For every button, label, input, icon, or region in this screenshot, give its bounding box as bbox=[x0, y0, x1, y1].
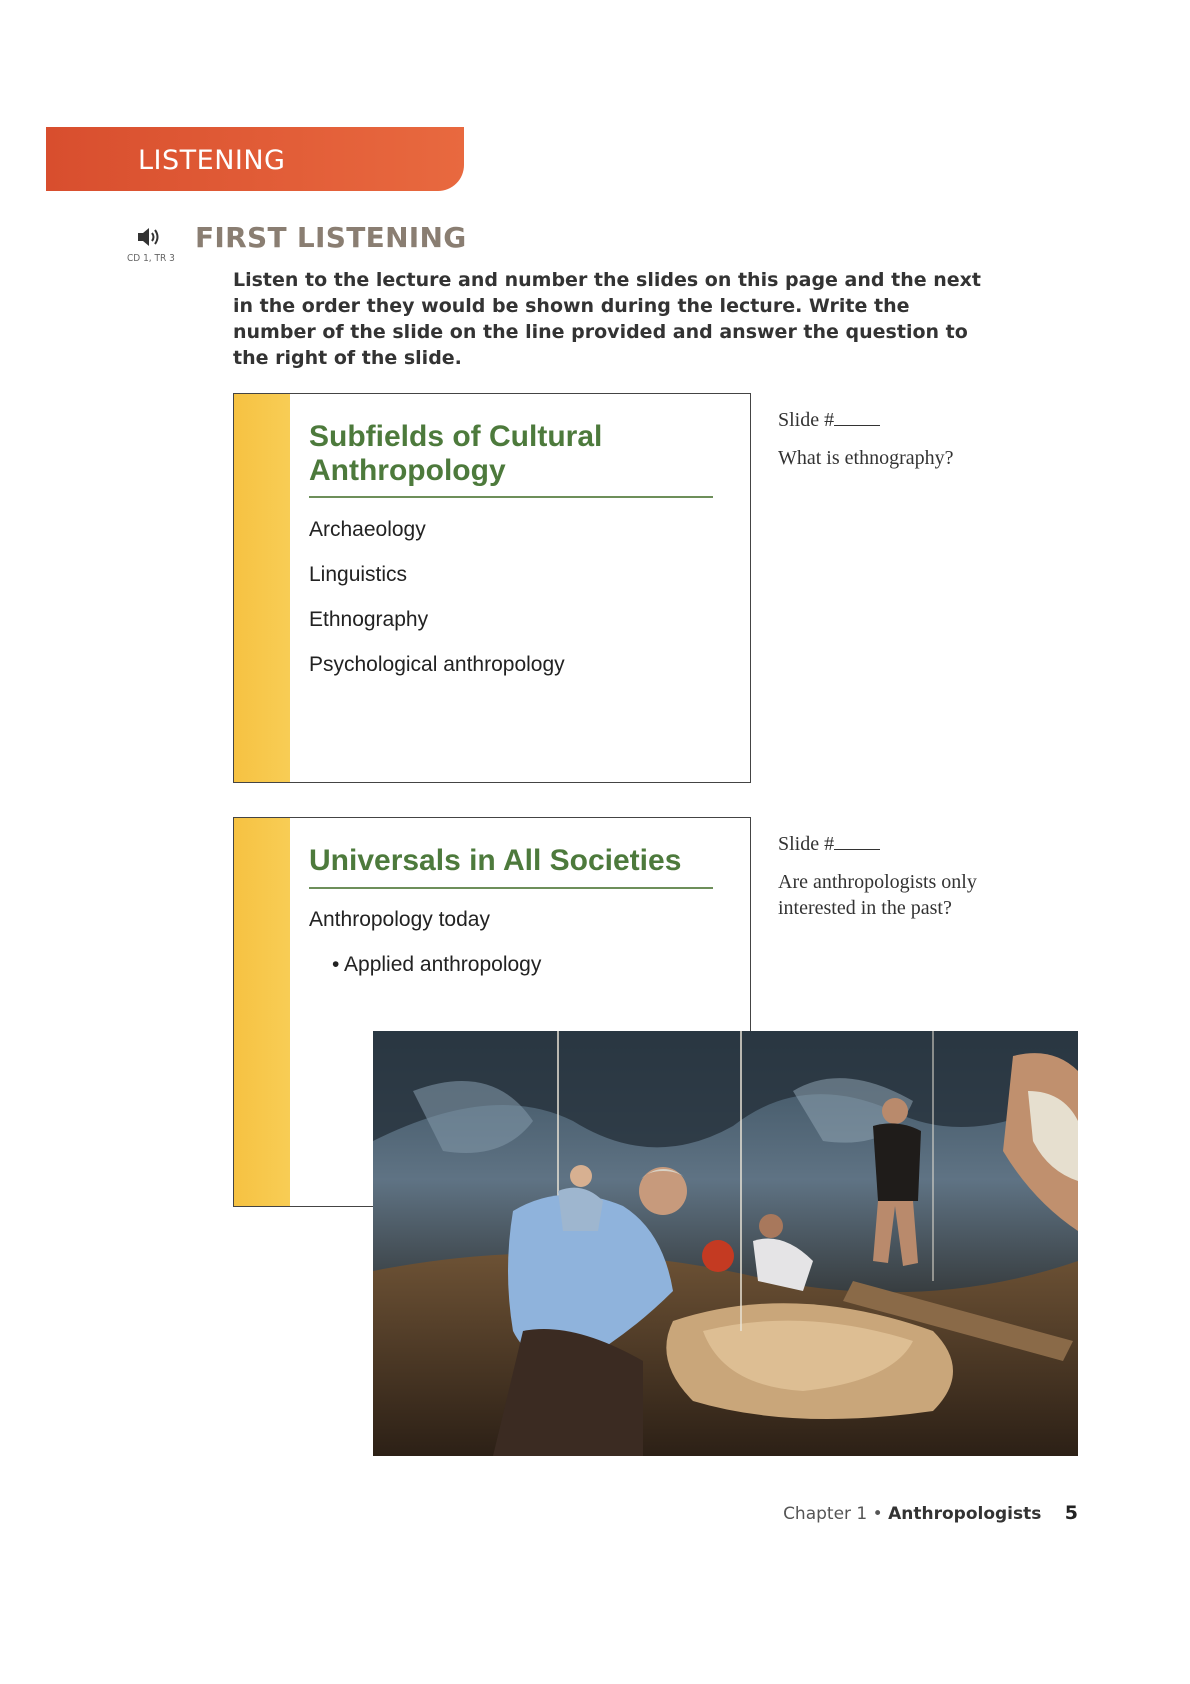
slide-number-blank[interactable] bbox=[834, 835, 880, 850]
slide-title-rule bbox=[309, 496, 713, 498]
page-number: 5 bbox=[1064, 1502, 1078, 1524]
footer-chapter: Chapter 1 bbox=[783, 1504, 868, 1524]
slide-bullet: Anthropology today bbox=[309, 908, 490, 931]
section-banner bbox=[46, 127, 464, 191]
speaker-icon bbox=[137, 226, 163, 248]
excavation-photo bbox=[373, 1031, 1078, 1456]
page-footer bbox=[783, 1502, 1078, 1524]
slide-accent-bar bbox=[234, 818, 290, 1206]
audio-track-label: CD 1, TR 3 bbox=[127, 253, 175, 264]
slide-sub-bullet-text: Applied anthropology bbox=[344, 953, 542, 976]
instructions-text: Listen to the lecture and number the slides on this page and the next in the order they would be shown during the lecture. Write the number of the slide on the line provided and answer the question to the right of the slide. bbox=[233, 269, 981, 369]
slide-number-line[interactable] bbox=[778, 407, 954, 433]
slide-question-line: interested in the past? bbox=[778, 897, 952, 919]
slide-question: What is ethnography? bbox=[778, 447, 954, 469]
slide-number-line[interactable] bbox=[778, 831, 977, 857]
slide-sub-bullet bbox=[332, 953, 541, 977]
slide-number-label: Slide # bbox=[778, 409, 835, 431]
excavation-photo-illustration bbox=[373, 1031, 1078, 1456]
slide-bullet: Ethnography bbox=[309, 608, 429, 631]
footer-chapter-title: Anthropologists bbox=[888, 1504, 1042, 1524]
slide-number-label: Slide # bbox=[778, 833, 835, 855]
slide-title-rule bbox=[309, 887, 713, 889]
slide-1-answer-area bbox=[778, 407, 954, 471]
slide-card-1 bbox=[233, 393, 751, 783]
section-title: FIRST LISTENING bbox=[195, 221, 467, 254]
slide-2-answer-area bbox=[778, 831, 977, 921]
slide-title bbox=[309, 420, 602, 488]
slide-title: Universals in All Societies bbox=[309, 844, 682, 877]
bullet-dot-icon: • bbox=[332, 953, 345, 976]
slide-bullet: Archaeology bbox=[309, 518, 426, 541]
slide-question bbox=[778, 869, 977, 921]
slide-title-line: Anthropology bbox=[309, 454, 506, 487]
slide-bullet: Linguistics bbox=[309, 563, 408, 586]
footer-separator: • bbox=[872, 1504, 883, 1524]
slide-question-line: Are anthropologists only bbox=[778, 871, 977, 893]
slide-title-line: Subfields of Cultural bbox=[309, 420, 603, 453]
banner-label: LISTENING bbox=[138, 145, 286, 176]
slide-accent-bar bbox=[234, 394, 290, 782]
slide-number-blank[interactable] bbox=[834, 411, 880, 426]
slide-bullet: Psychological anthropology bbox=[309, 653, 565, 676]
